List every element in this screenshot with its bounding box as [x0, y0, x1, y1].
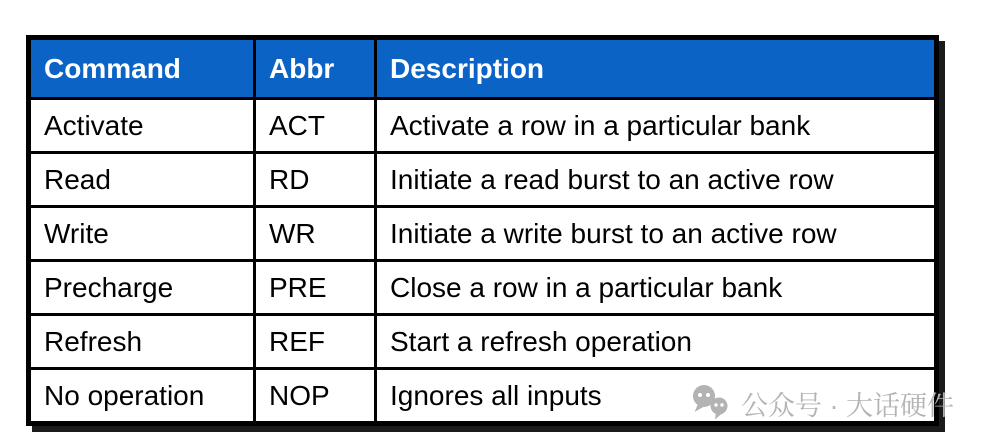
cell-description: Ignores all inputs: [377, 370, 934, 421]
cell-command: Read: [31, 154, 253, 205]
cell-abbr: REF: [256, 316, 374, 367]
cell-command: No operation: [31, 370, 253, 421]
cell-command: Refresh: [31, 316, 253, 367]
commands-table-grid: [31, 40, 934, 421]
cell-abbr: WR: [256, 208, 374, 259]
cell-abbr: NOP: [256, 370, 374, 421]
header-cell-command: Command: [31, 40, 253, 97]
cell-description: Initiate a write burst to an active row: [377, 208, 934, 259]
cell-abbr: PRE: [256, 262, 374, 313]
cell-description: Activate a row in a particular bank: [377, 100, 934, 151]
cell-abbr: RD: [256, 154, 374, 205]
cell-command: Precharge: [31, 262, 253, 313]
cell-command: Activate: [31, 100, 253, 151]
cell-description: Close a row in a particular bank: [377, 262, 934, 313]
wechat-chat-bubbles-icon: [690, 384, 732, 422]
header-cell-abbr: Abbr: [256, 40, 374, 97]
cell-description: Initiate a read burst to an active row: [377, 154, 934, 205]
cell-abbr: ACT: [256, 100, 374, 151]
cell-command: Write: [31, 208, 253, 259]
watermark: [690, 383, 954, 423]
cell-description: Start a refresh operation: [377, 316, 934, 367]
header-cell-description: Description: [377, 40, 934, 97]
commands-table: [26, 35, 939, 426]
watermark-text: 公众号 · 大话硬件: [741, 390, 954, 421]
